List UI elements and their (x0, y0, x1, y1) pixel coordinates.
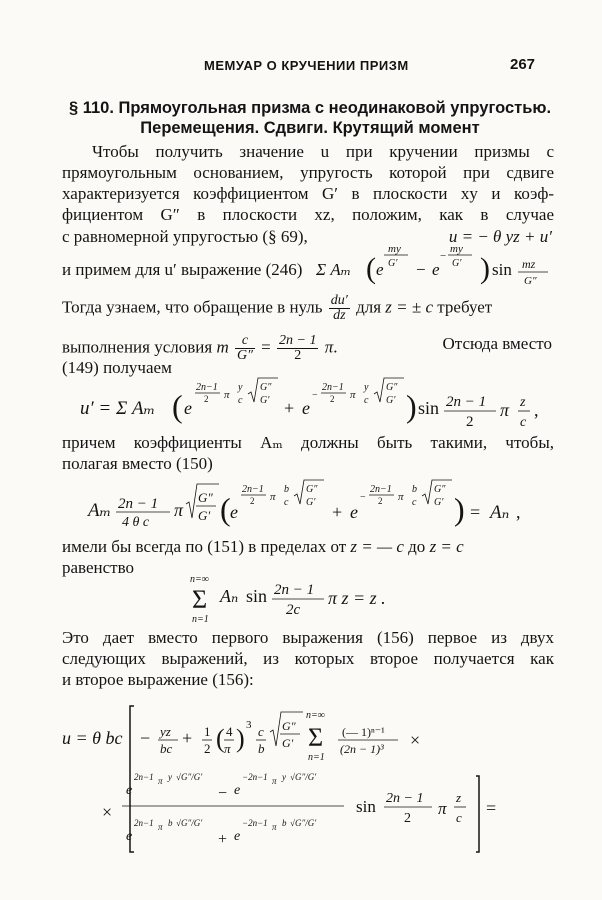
eq-u-bc: bc (160, 741, 173, 756)
eq-am-b2: b (412, 484, 417, 495)
cond-m: m (216, 337, 229, 357)
eq-u-num-g1: √G″/G′ (176, 772, 203, 782)
para3-line2: равенство (62, 558, 135, 577)
eq-246-sin: sin (492, 260, 512, 279)
para1-line5-text: с равномерной упругостью (§ 69), (62, 227, 308, 246)
eq-246-g1a: G′ (388, 258, 398, 269)
eq-u-pi2: π (438, 799, 447, 818)
para3-line1-b: z = — c (350, 537, 404, 556)
eq-am (88, 478, 558, 537)
eq-am-rparen: ) (454, 491, 465, 527)
eq-sum-sin: sin (246, 586, 268, 606)
eq-uprime-exp2-den: 2 (330, 394, 335, 404)
eq-246-my2: my (450, 243, 463, 255)
eq-u-sin: sin (356, 797, 376, 816)
para3-line1-c: до (408, 537, 426, 556)
eq-u-rp: ) (236, 724, 245, 753)
para3-line1 (62, 537, 554, 557)
para1-line8-a: выполнения условия (62, 337, 213, 357)
para2-line2: полагая вместо (150) (62, 454, 213, 473)
eq-uprime-e1: e (184, 398, 192, 418)
eq-246-rparen: ) (480, 252, 490, 285)
eq-uprime-exp1-den: 2 (204, 394, 209, 404)
eq-246 (316, 240, 556, 291)
eq-am-comma: , (516, 502, 521, 522)
eq-am-svg (88, 478, 558, 532)
eq-uprime-exp1: 2n−1 (196, 382, 218, 393)
running-head: МЕМУАР О КРУЧЕНИИ ПРИЗМ (204, 58, 409, 73)
para4-line2: следующих выражений, из которых второе получается как (62, 649, 554, 668)
eq-u-c2: c (456, 810, 462, 825)
eq-uprime-g1a: G′ (260, 395, 270, 406)
eq-246-minus: − (416, 260, 426, 279)
eq-am-plus: + (332, 502, 343, 522)
eq-am-c1: c (284, 497, 289, 508)
eq-u-num-e1: e (126, 783, 133, 798)
para1-line7-c: z = ± c (385, 297, 434, 317)
eq-sum (190, 572, 420, 633)
eq-uprime-lparen: ( (172, 388, 183, 424)
eq-u-times2: × (102, 802, 113, 822)
para1-line1: Чтобы получить значение u при кручении призмы с (92, 142, 554, 161)
eq-uprime-c2: c (364, 395, 369, 406)
para3-line1-a: имели бы всегда по (151) в пределах от (62, 537, 347, 556)
frac-c: c (235, 334, 255, 349)
eq-am-an: Aₙ (490, 502, 510, 523)
frac-dz: dz (333, 308, 346, 323)
eq-am-exp2-den: 2 (378, 496, 383, 506)
eq-u-m1: (— 1)ⁿ⁻¹ (342, 725, 385, 739)
eq-uprime-y2: y (364, 382, 369, 393)
eq-246-minus2: − (440, 250, 447, 262)
eq-uprime-2n1: 2n − 1 (446, 394, 487, 410)
eq-sum-2c: 2c (286, 602, 301, 618)
para1-line6-text: и примем для u′ выражение (246) (62, 260, 303, 279)
eq-u-num-exp2: −2n−1 (242, 772, 268, 782)
eq-uprime-rparen: ) (406, 388, 417, 424)
eq-am-g1a: G′ (306, 497, 316, 508)
eq-u-ninf: n=∞ (306, 710, 325, 721)
eq-am-a: Aₘ (88, 500, 112, 521)
eq-u-times1: × (410, 730, 421, 750)
para4-line3: и второе выражение (156): (62, 670, 254, 689)
eq-sum-sigma: Σ (192, 585, 208, 614)
eq-am-g2: G″ (198, 490, 213, 505)
eq-u-num-pi1: π (158, 776, 163, 786)
eq-am-neg: − (360, 492, 366, 503)
eq-u-den-e2: e (234, 829, 241, 844)
eq-u-num-g2: √G″/G′ (290, 772, 317, 782)
para1-line8-b: Отсюда вместо (442, 334, 552, 353)
eq-am-e2: e (350, 502, 358, 522)
eq-u-yz: yz (160, 724, 171, 739)
eq-u-den-b1: b (168, 818, 173, 828)
section-heading-line2: Перемещения. Сдвиги. Крутящий момент (140, 119, 480, 137)
eq-246-my1: my (388, 243, 401, 255)
eq-u-g2: G″ (282, 719, 296, 733)
eq-u-g1: G′ (282, 736, 294, 750)
eq-u-den-pi1: π (158, 822, 163, 832)
para1-line9: (149) получаем (62, 358, 172, 377)
eq-uprime-plus: + (284, 398, 295, 418)
eq-u-num-pi2: π (272, 776, 277, 786)
eq-uprime-c3: c (520, 415, 527, 430)
para3-line1-d: z = c (429, 537, 464, 556)
eq-am-pi2: π (398, 491, 404, 503)
eq-uprime-y1: y (238, 382, 243, 393)
eq-u-z: z (456, 790, 462, 805)
eq-uprime-e2: e (302, 398, 310, 418)
eq-sum-bot: n=1 (192, 614, 209, 625)
eq-u-minus: − (140, 728, 151, 748)
eq-u-den-e1: e (126, 829, 133, 844)
eq-am-lparen: ( (220, 491, 231, 527)
eq-uprime-neg: − (312, 390, 318, 401)
eq-u-prime-svg (80, 376, 550, 428)
eq-u-cube: 3 (246, 719, 252, 731)
para1-line7 (62, 294, 554, 323)
eq-u-prime (80, 376, 550, 433)
eq-u-sigma: Σ (308, 723, 324, 752)
eq-u-num-minus: − (218, 785, 228, 802)
eq-am-b1: b (284, 484, 289, 495)
frac-g2: G″ (236, 348, 253, 363)
eq-u-plus: + (182, 728, 193, 748)
cond-pi: π (324, 337, 334, 357)
eq-am-exp2: 2n−1 (370, 484, 392, 495)
section-heading (60, 98, 560, 138)
eq-am-g1b: G′ (434, 497, 444, 508)
eq-uprime-pi2: π (350, 389, 356, 401)
eq-246-lparen: ( (366, 252, 376, 285)
eq-u-num-e2: e (234, 783, 241, 798)
eq-sum-rhs: π z = z . (328, 588, 386, 608)
eq-u-num-exp1: 2n−1 (134, 772, 154, 782)
eq-246-e2: e (432, 260, 440, 279)
eq-sum-svg (190, 572, 420, 628)
eq-u-svg (62, 700, 542, 860)
eq-uprime-c1: c (238, 395, 243, 406)
eq-u-den-plus: + (218, 831, 228, 848)
eq-uprime-g2b: G″ (386, 382, 398, 393)
para1-line4: фициентом G″ в плоскости xz, положим, как в случае (62, 205, 554, 224)
eq-u-eqsign: = (486, 798, 497, 818)
eq-u (62, 700, 542, 865)
para1-line7-b: для (356, 297, 382, 317)
eq-246-sum: Σ Aₘ (316, 260, 352, 279)
eq-sum-2n1: 2n − 1 (274, 582, 315, 598)
eq-am-c2: c (412, 497, 417, 508)
eq-u-den-g2: √G″/G′ (290, 818, 317, 828)
eq-uprime-pi1: π (224, 389, 230, 401)
eq-u-den-exp2: −2n−1 (242, 818, 268, 828)
para1-line3: характеризуется коэффициентом G′ в плоскости xy и коэф- (62, 184, 554, 203)
para4-line1: Это дает вместо первого выражения (156) первое из двух (62, 628, 554, 647)
eq-u-den-pi2: π (272, 822, 277, 832)
eq-am-exp1: 2n−1 (242, 484, 264, 495)
eq-u-n1: n=1 (308, 752, 325, 763)
eq-246-e1: e (376, 260, 384, 279)
frac-2: 2 (294, 348, 302, 363)
eq-uprime-comma: , (534, 400, 539, 420)
eq-am-g2b: G″ (434, 484, 446, 495)
page-number: 267 (510, 56, 536, 73)
eq-u-four: 4 (226, 724, 233, 739)
eq-u-lp: ( (216, 724, 225, 753)
eq-u-2b: 2 (404, 811, 411, 826)
para1-line7-a: Тогда узнаем, что обращение в нуль (62, 297, 323, 317)
eq-am-g1: G′ (198, 508, 211, 523)
eq-am-pi1: π (270, 491, 276, 503)
frac-du-dz (329, 294, 350, 323)
frac-du: du′ (330, 293, 348, 308)
eq-uprime-exp2: 2n−1 (322, 382, 344, 393)
eq-u-den: (2n − 1)³ (340, 742, 384, 756)
eq-am-e1: e (230, 502, 238, 522)
eq-am-exp1-den: 2 (250, 496, 255, 506)
frac-2n1: 2n − 1 (279, 333, 317, 348)
eq-uprime-z: z (520, 395, 526, 410)
eq-u-den-g1: √G″/G′ (176, 818, 203, 828)
para1-line8: выполнения условия m $\frac{c}{G''}$ = $\frac{2n - 1}{2}$ π. Отсюда вместо (62, 333, 552, 363)
eq-am-eq: = (470, 502, 481, 522)
eq-246-g2: G″ (524, 275, 537, 287)
eq-uprime-2: 2 (466, 414, 474, 430)
eq-246-g1b: G′ (452, 258, 462, 269)
para2-line1: причем коэффициенты Aₘ должны быть такими, чтобы, (62, 433, 554, 452)
eq-am-2n1: 2n − 1 (118, 496, 159, 512)
eq-uprime-lhs: u′ = Σ Aₘ (80, 398, 156, 419)
eq-u-two: 2 (204, 741, 211, 756)
eq-u-den-exp1: 2n−1 (134, 818, 154, 828)
eq-uprime-pi3: π (500, 400, 510, 420)
eq-246-svg (316, 240, 556, 286)
eq-246-mz: mz (522, 257, 536, 271)
eq-uprime-g1b: G′ (386, 395, 396, 406)
eq-sum-top: n=∞ (190, 574, 209, 585)
eq-u-pi: π (224, 741, 231, 756)
eq-uprime-sin: sin (418, 398, 440, 418)
para1-line2: прямоугольным основанием, упругость которой при сдвиге (62, 163, 554, 182)
eq-am-4thetac: 4 θ c (122, 515, 150, 530)
eq-u-2n1: 2n − 1 (386, 791, 424, 806)
eq-u-den-b2: b (282, 818, 287, 828)
eq-sum-an: Aₙ (220, 586, 239, 606)
section-heading-line1: § 110. Прямоугольная призма с неодинаковой упругостью. (68, 99, 552, 117)
eq-am-pi: π (174, 500, 184, 520)
eq-u-rbracket (476, 776, 479, 852)
para1-line5-eq: u = − θ yz + u′ (448, 227, 552, 246)
eq-u-num-y1: y (168, 772, 172, 782)
eq-u-c: c (258, 724, 264, 739)
eq-u-lhs: u = θ bc (62, 728, 123, 748)
eq-am-g2a: G″ (306, 484, 318, 495)
eq-uprime-g2a: G″ (260, 382, 272, 393)
eq-u-one: 1 (204, 724, 211, 739)
eq-u-b: b (258, 741, 265, 756)
eq-u-num-y2: y (282, 772, 286, 782)
para1-line7-d: требует (437, 297, 493, 317)
